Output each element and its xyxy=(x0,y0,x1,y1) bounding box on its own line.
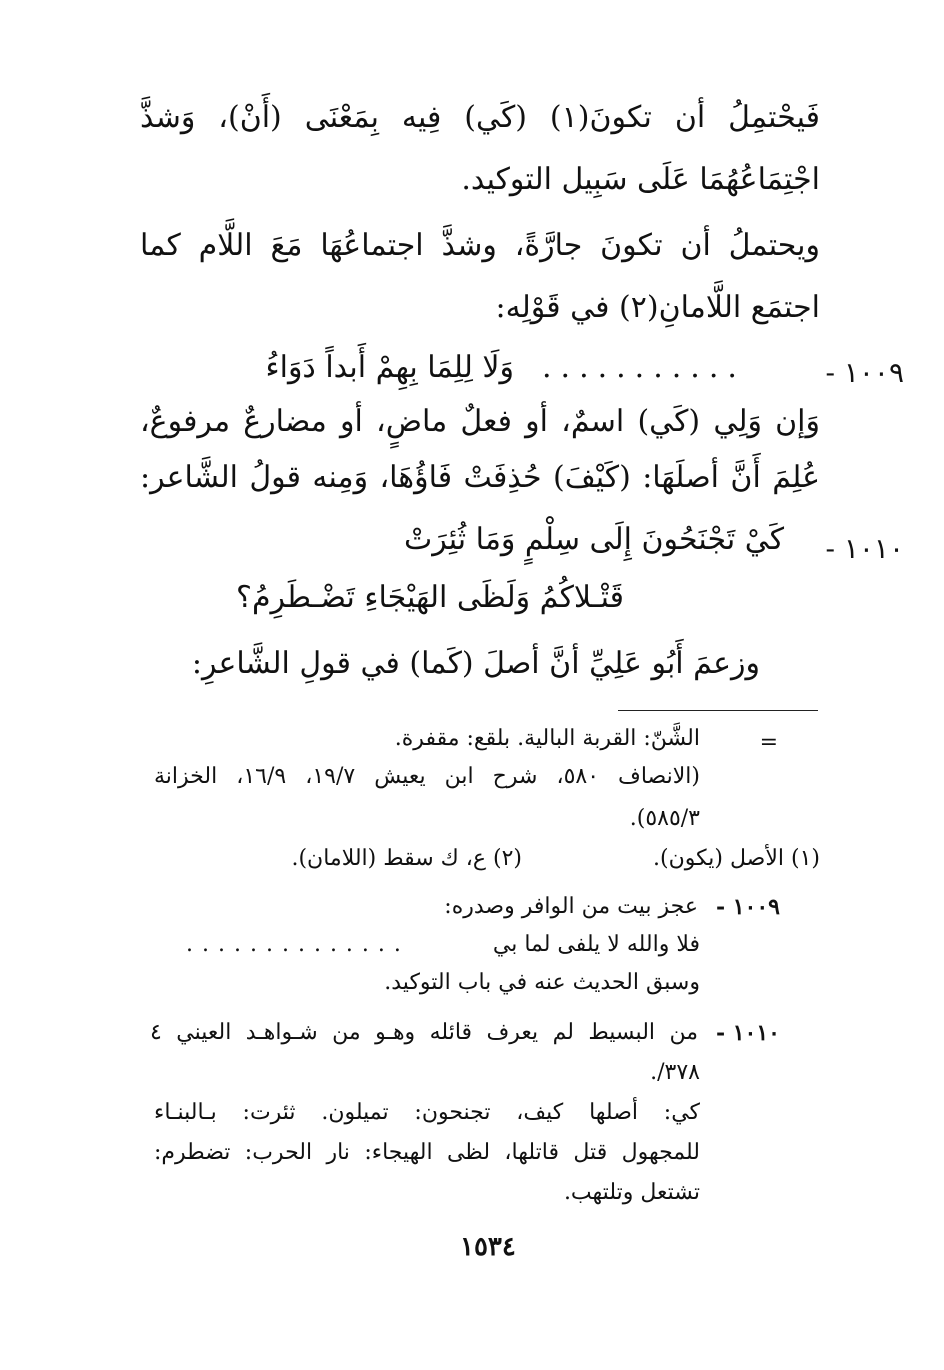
note-1009-number: ١٠٠٩ - xyxy=(715,894,780,920)
body-p2-line1: ويحتملُ أن تكونَ جارَّةً، وشذَّ اجتماعُهَا مَعَ اللَّام كما xyxy=(140,228,820,263)
verse-1009-ellipsis: ........... xyxy=(542,350,746,385)
footnote-1: (١) الأصل (يكون). xyxy=(653,846,820,871)
note-1010-line4: للمجهول قتل قاتلها، لظى الهيجاء: نار الحرب: تضطرم: xyxy=(154,1140,700,1165)
body-p3-line2: عُلِمَ أَنَّ أصلَهَا: (كَيْفَ) حُذِفَتْ فَاؤُهَا، وَمِنه قولُ الشَّاعر: xyxy=(140,460,820,495)
note-1010-line2: ٣٧٨/. xyxy=(650,1060,700,1085)
note-1010-line5: تشتعل وتلتهب. xyxy=(563,1180,700,1205)
footnote-separator xyxy=(618,710,818,711)
verse-1009-text: وَلَا لِلِمَا بِهِمْ أَبداً دَوَاءُ xyxy=(265,350,514,385)
footnote-continuation-line1: الشَّنّ: القربة البالية. بلقع: مقفرة. xyxy=(394,726,700,751)
body-p1-line1: فَيحْتمِلُ أن تكونَ(١) (كَي) فِيه بِمَعْنَى (أَنْ)، وَشذَّ xyxy=(140,100,820,135)
footnote-continuation-line3: ٥٨٥/٣). xyxy=(629,806,700,831)
note-1010-number: ١٠١٠ - xyxy=(715,1020,780,1046)
note-1009-line3: وسبق الحديث عنه في باب التوكيد. xyxy=(384,970,700,995)
note-1009-line2: فلا والله لا يلفى لما بي xyxy=(492,932,700,957)
note-1010-line3: كي: أصلها كيف، تجنحون: تميلون. ثئرت: بـالبنـاء xyxy=(154,1100,700,1125)
verse-1010-line2: قَتْـلاكُمُ وَلَظَى الهَيْجَاءِ تَضْـطَرِمُ؟ xyxy=(236,580,624,615)
body-p3-line1: وَإن وَلِي (كَي) اسمٌ، أو فعلٌ ماضٍ، أو مضارعٌ مرفوعٌ، xyxy=(140,404,820,439)
body-p4-line1: وزعمَ أَبُو عَلِيِّ أنَّ أصلَ (كَما) في قولِ الشَّاعرِ: xyxy=(191,646,760,681)
page-number: ١٥٣٤ xyxy=(460,1232,516,1262)
note-1009-ellipsis: .............. xyxy=(186,932,410,957)
footnote-continuation-line2: (الانصاف ٥٨٠، شرح ابن يعيش ١٩/٧، ١٦/٩، الخزانة xyxy=(154,764,700,789)
verse-1010-number: ١٠١٠ - xyxy=(825,532,904,565)
body-p1-line2: اجْتِمَاعُهُمَا عَلَى سَبِيل التوكيد. xyxy=(461,162,820,197)
footnote-2: (٢) ع، ك سقط (اللامان). xyxy=(291,846,522,871)
body-p2-line2: اجتمَع اللَّامانِ(٢) في قَوْلِه: xyxy=(495,290,820,325)
verse-1010-line1: كَيْ تَجْنَحُونَ إِلَى سِلْمٍ وَمَا ثُئِرَتْ xyxy=(403,522,784,557)
verse-1009-number: ١٠٠٩ - xyxy=(825,356,904,389)
note-1010-line1: من البسيط لم يعرف قائله وهـو من شـواهـد العيني ٤ xyxy=(150,1020,698,1045)
note-1009-line1: عجز بيت من الوافر وصدره: xyxy=(444,894,698,919)
footnote-continuation-mark: = xyxy=(759,730,778,755)
